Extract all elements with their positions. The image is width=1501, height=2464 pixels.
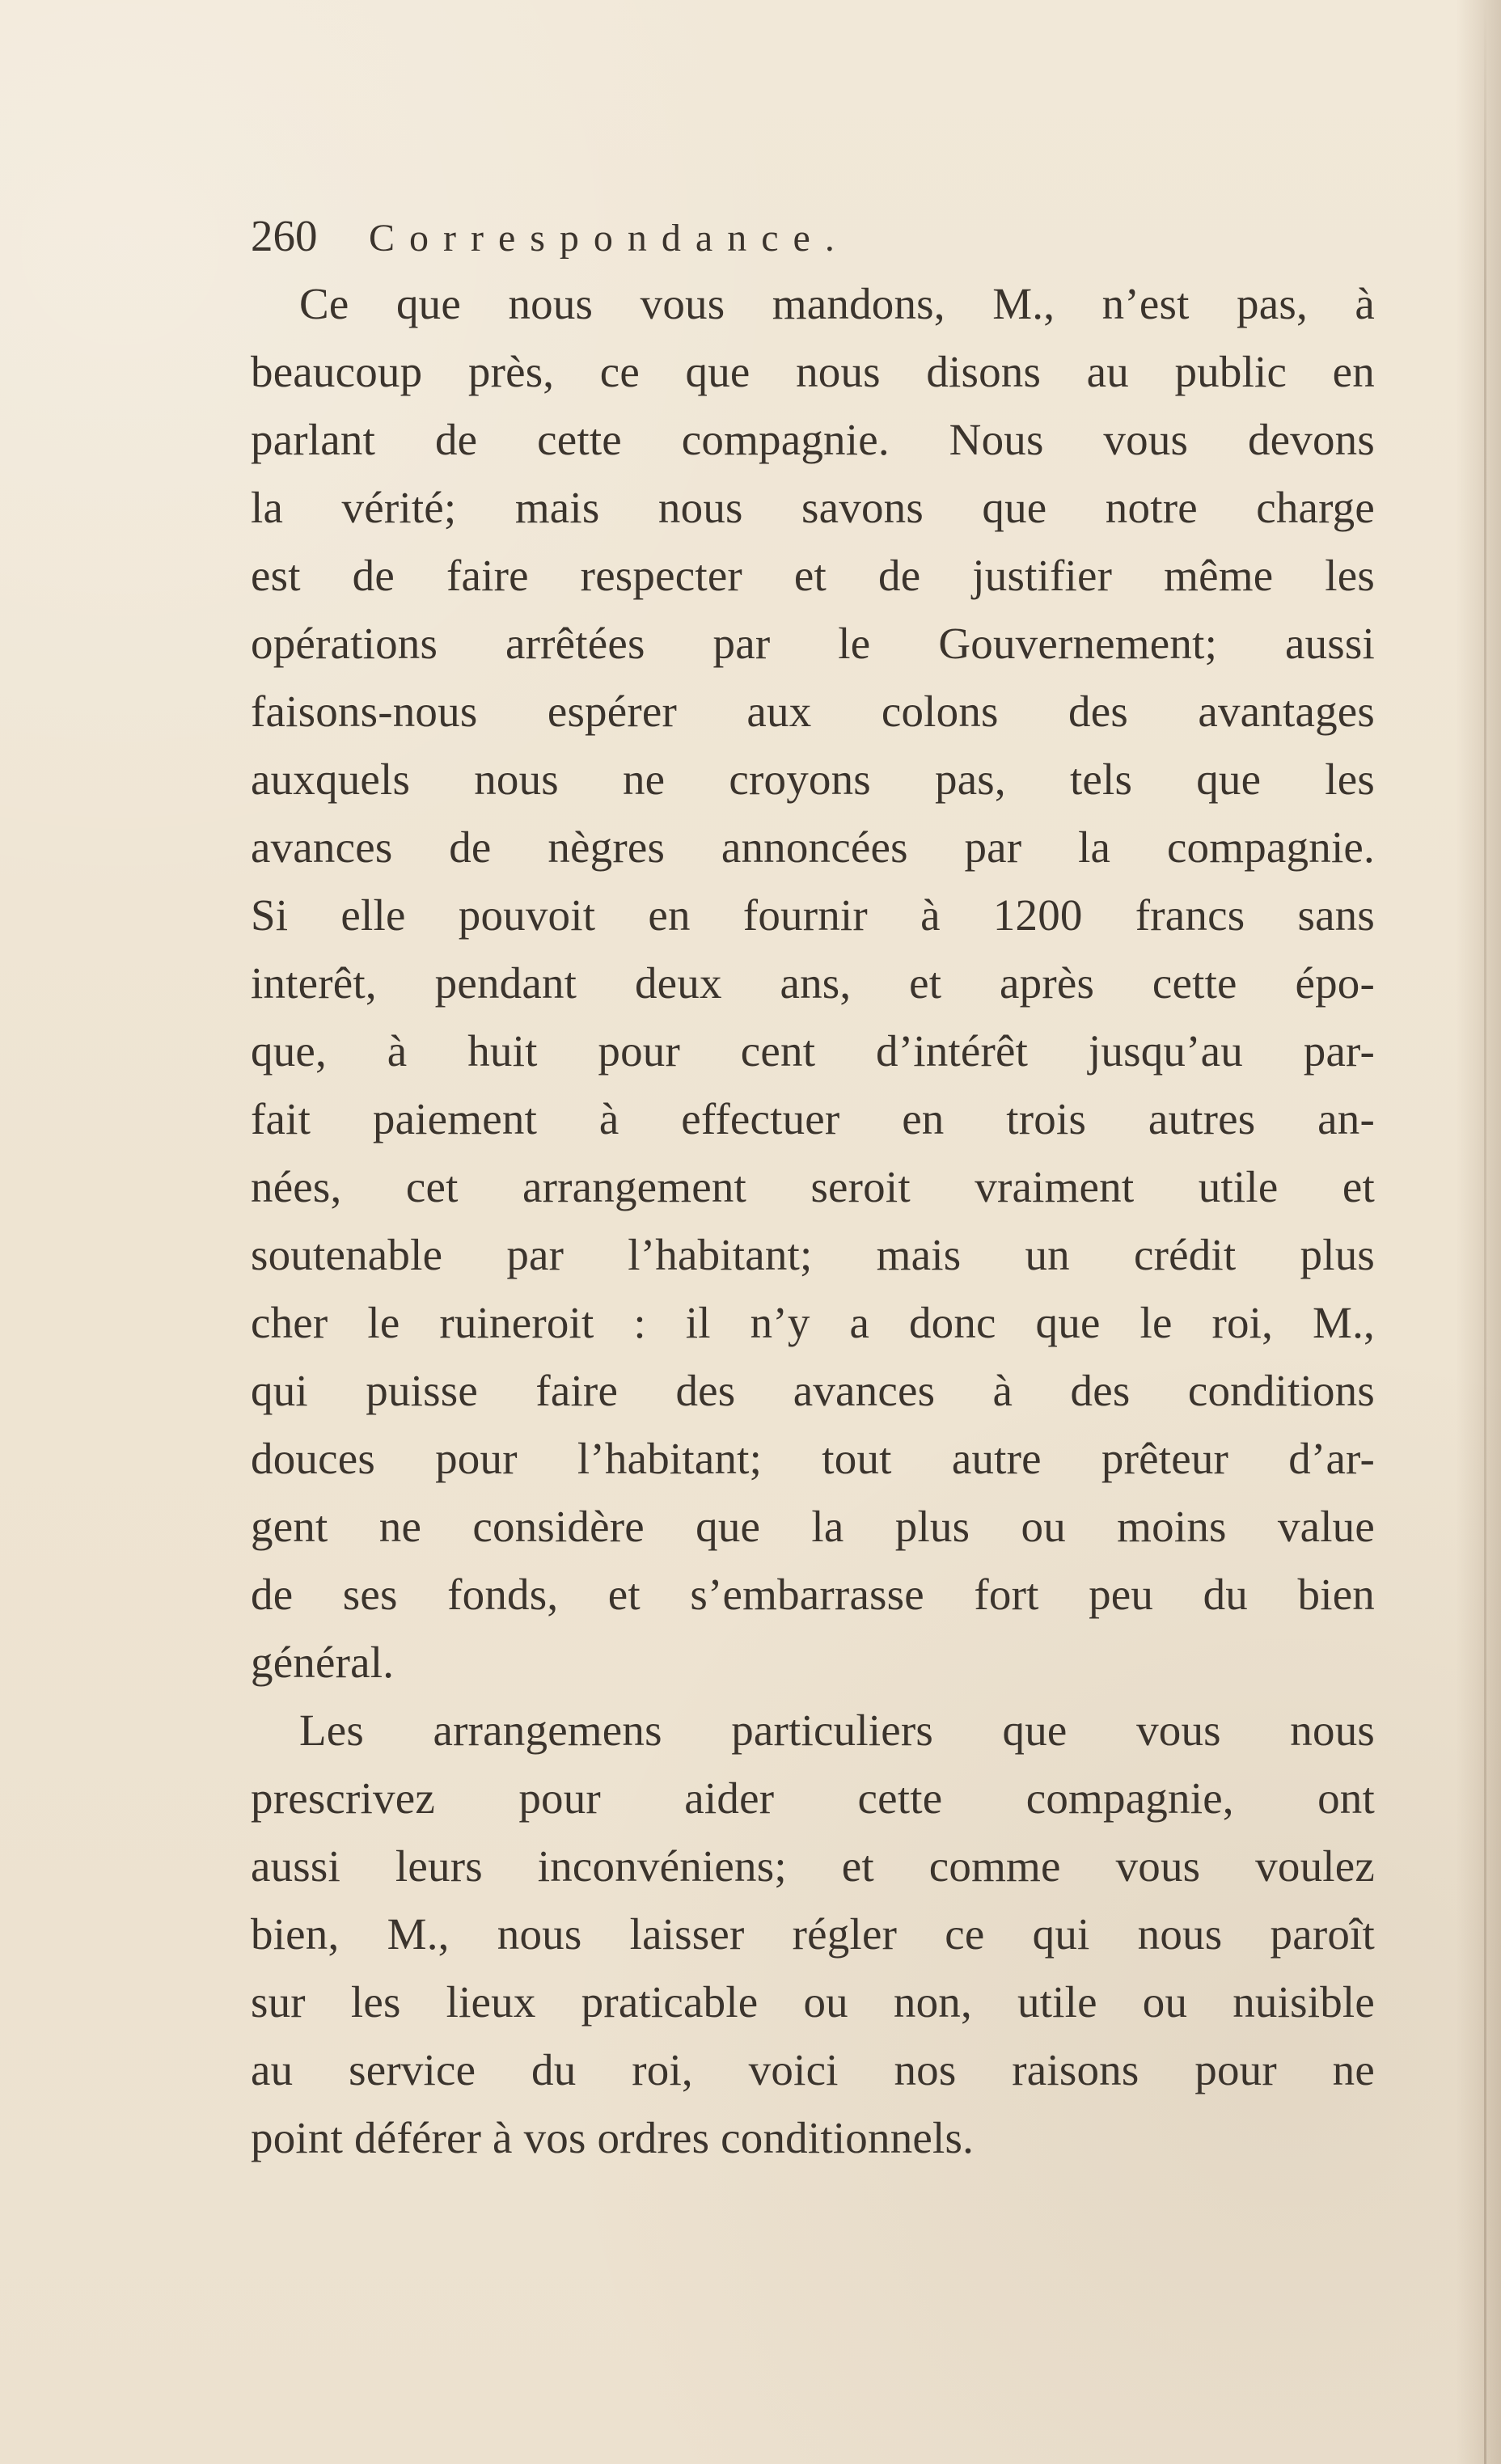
text-line: Les arrangemens particuliers que vous nous	[299, 1705, 1375, 1755]
text-line: avances de nègres annoncées par la compagnie.	[251, 822, 1375, 872]
paragraph-2	[251, 1697, 1375, 2172]
text-line: point déférer à vos ordres conditionnels.	[251, 2113, 975, 2162]
text-line: qui puisse faire des avances à des conditions	[251, 1366, 1375, 1415]
text-line: que, à huit pour cent d’intérêt jusqu’au par-	[251, 1026, 1375, 1076]
page-text	[251, 202, 1375, 2172]
page-number: 260	[251, 211, 318, 260]
text-line: opérations arrêtées par le Gouvernement; aussi	[251, 619, 1375, 668]
text-line: beaucoup près, ce que nous disons au public en	[251, 347, 1375, 396]
text-line: interêt, pendant deux ans, et après cette épo-	[251, 958, 1375, 1008]
text-line: parlant de cette compagnie. Nous vous devons	[251, 415, 1375, 464]
text-line: au service du roi, voici nos raisons pour ne	[251, 2045, 1375, 2094]
text-line: Si elle pouvoit en fournir à 1200 francs sans	[251, 890, 1375, 940]
text-line: cher le ruineroit : il n’y a donc que le roi, M.,	[251, 1298, 1375, 1347]
paragraph-1	[251, 270, 1375, 1697]
text-line: bien, M., nous laisser régler ce qui nous paroît	[251, 1909, 1375, 1959]
text-line: de ses fonds, et s’embarrasse fort peu du bien	[251, 1570, 1375, 1619]
text-line: douces pour l’habitant; tout autre prêteur d’ar-	[251, 1434, 1375, 1483]
text-line: soutenable par l’habitant; mais un crédit plus	[251, 1230, 1375, 1279]
running-head: Correspondance.	[368, 217, 849, 260]
page-edge-line	[1484, 0, 1486, 2464]
text-line: auxquels nous ne croyons pas, tels que les	[251, 754, 1375, 804]
text-line: Ce que nous vous mandons, M., n’est pas, à	[299, 279, 1375, 328]
text-line: est de faire respecter et de justifier même les	[251, 551, 1375, 600]
text-line: aussi leurs inconvéniens; et comme vous voulez	[251, 1841, 1375, 1891]
page-edge-shadow	[1456, 0, 1501, 2464]
text-line: nées, cet arrangement seroit vraiment utile et	[251, 1162, 1375, 1211]
text-line: sur les lieux praticable ou non, utile ou nuisible	[251, 1977, 1375, 2027]
text-line: la vérité; mais nous savons que notre charge	[251, 483, 1375, 532]
text-line: faisons-nous espérer aux colons des avantages	[251, 687, 1375, 736]
page-header	[251, 202, 1375, 270]
text-line: prescrivez pour aider cette compagnie, ont	[251, 1773, 1375, 1823]
text-line: général.	[251, 1638, 395, 1687]
text-line: fait paiement à effectuer en trois autres an-	[251, 1094, 1375, 1143]
text-line: gent ne considère que la plus ou moins value	[251, 1502, 1375, 1551]
